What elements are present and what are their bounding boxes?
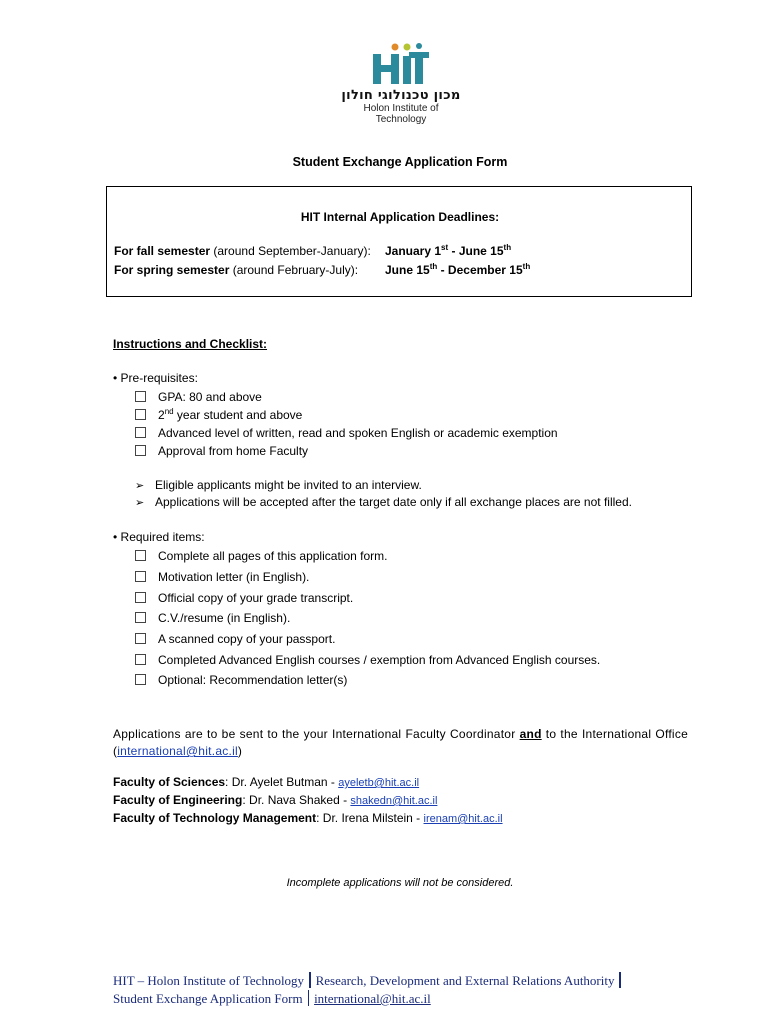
- faculty-name: Faculty of Technology Management: [113, 811, 317, 825]
- required-item-text: Complete all pages of this application form.: [158, 549, 388, 563]
- prereq-note-text: Applications will be accepted after the target date only if all exchange places are not filled.: [155, 495, 632, 509]
- required-item: [135, 570, 309, 584]
- spring-semester-row: [114, 262, 531, 277]
- checkbox-icon: [135, 445, 146, 456]
- required-item: [135, 549, 387, 563]
- prereq-item-text: 2: [158, 408, 165, 422]
- spring-label: For spring semester: [114, 263, 230, 277]
- required-item-text: Completed Advanced English courses / exemption from Advanced English courses.: [158, 653, 601, 667]
- checkbox-icon: [135, 592, 146, 603]
- required-item: [135, 653, 600, 667]
- faculty-contact: : Dr. Irena Milstein -: [316, 811, 424, 825]
- footer-separator: [309, 972, 311, 988]
- arrow-bullet-icon: ➢: [135, 497, 145, 509]
- faculty-email-link[interactable]: shakedn@hit.ac.il: [350, 795, 438, 807]
- fall-label: For fall semester: [114, 244, 211, 258]
- footer-email-link[interactable]: international@hit.ac.il: [314, 991, 431, 1006]
- checkbox-icon: [135, 427, 146, 438]
- required-item: [135, 611, 290, 625]
- deadlines-box: [106, 186, 692, 297]
- prereq-note: [135, 495, 632, 509]
- footer-separator: [308, 990, 310, 1006]
- required-item-text: Motivation letter (in English).: [158, 570, 310, 584]
- fall-semester-row: [114, 243, 512, 258]
- required-heading: • Required items:: [113, 530, 205, 544]
- footer-form-name: Student Exchange Application Form: [113, 991, 303, 1006]
- spring-end-sup: th: [522, 262, 531, 271]
- faculty-email-link[interactable]: irenam@hit.ac.il: [423, 813, 503, 825]
- required-item: [135, 632, 335, 646]
- submission-text: Applications are to be sent to the your International Faculty Coordinator: [113, 727, 520, 741]
- fall-start: January 1: [385, 244, 442, 258]
- checkbox-icon: [135, 550, 146, 561]
- prereq-item: [135, 408, 302, 422]
- prereq-item-text-rest: year student and above: [173, 408, 303, 422]
- faculty-email-link[interactable]: ayeletb@hit.ac.il: [338, 777, 420, 789]
- deadlines-heading: HIT Internal Application Deadlines:: [300, 210, 500, 224]
- incomplete-note: Incomplete applications will not be considered.: [286, 877, 514, 889]
- required-item-text: Optional: Recommendation letter(s): [158, 673, 348, 687]
- faculty-name: Faculty of Sciences: [113, 775, 226, 789]
- required-item-text: Official copy of your grade transcript.: [158, 591, 354, 605]
- spring-label-rest: (around February-July):: [229, 263, 359, 277]
- submission-text-2: to the International Office (: [113, 727, 688, 758]
- logo-hebrew-name: מכון טכנולוגי חולון: [341, 88, 461, 103]
- spring-start: June 15: [385, 263, 430, 277]
- footer-separator: [619, 972, 621, 988]
- checkbox-icon: [135, 571, 146, 582]
- footer-line-1: [113, 972, 626, 989]
- logo-english-name: Holon Institute of Technology: [363, 103, 439, 125]
- hit-logo: [340, 42, 462, 125]
- prereq-heading: • Pre-requisites:: [113, 371, 198, 385]
- spring-start-sup: th: [429, 262, 438, 271]
- prereq-item-text: Approval from home Faculty: [158, 444, 309, 458]
- hit-logo-mark: [369, 42, 433, 86]
- checkbox-icon: [135, 674, 146, 685]
- submission-paragraph: [113, 726, 688, 760]
- checkbox-icon: [135, 654, 146, 665]
- faculty-contact: : Dr. Nava Shaked -: [242, 793, 351, 807]
- prereq-item: [135, 390, 262, 404]
- checkbox-icon: [135, 391, 146, 402]
- faculty-contact: : Dr. Ayelet Butman -: [225, 775, 339, 789]
- required-item: [135, 591, 353, 605]
- page-title: Student Exchange Application Form: [292, 155, 508, 169]
- checkbox-icon: [135, 612, 146, 623]
- spring-dates: [385, 263, 530, 277]
- checkbox-icon: [135, 633, 146, 644]
- fall-label-rest: (around September-January):: [210, 244, 371, 258]
- prereq-item-sup: nd: [164, 407, 174, 416]
- submission-text-3: ): [237, 744, 243, 758]
- checkbox-icon: [135, 409, 146, 420]
- prereq-item-text: GPA: 80 and above: [158, 390, 262, 404]
- prereq-note: [135, 478, 422, 492]
- submission-and: and: [519, 727, 542, 741]
- fall-dates: [385, 244, 511, 258]
- faculty-contact-row: [113, 811, 503, 825]
- prereq-item: [135, 426, 558, 440]
- spring-end: - December 15: [437, 263, 523, 277]
- prereq-item-text: Advanced level of written, read and spoken English or academic exemption: [158, 426, 558, 440]
- required-item-text: C.V./resume (in English).: [158, 611, 291, 625]
- footer-authority: Research, Development and External Relations Authority: [315, 973, 615, 988]
- footer-institute: HIT – Holon Institute of Technology: [113, 973, 305, 988]
- prereq-note-text: Eligible applicants might be invited to an interview.: [155, 478, 422, 492]
- faculty-contact-row: [113, 793, 437, 807]
- fall-start-sup: st: [441, 243, 449, 252]
- required-item-text: A scanned copy of your passport.: [158, 632, 336, 646]
- faculty-contact-row: [113, 775, 419, 789]
- required-item: [135, 673, 347, 687]
- prereq-item: [135, 444, 308, 458]
- fall-end: - June 15: [448, 244, 504, 258]
- arrow-bullet-icon: ➢: [135, 480, 145, 492]
- footer-line-2: [113, 990, 431, 1007]
- fall-end-sup: th: [503, 243, 512, 252]
- international-office-email-link[interactable]: international@hit.ac.il: [117, 744, 238, 758]
- instructions-heading: Instructions and Checklist:: [113, 337, 268, 351]
- faculty-name: Faculty of Engineering: [113, 793, 243, 807]
